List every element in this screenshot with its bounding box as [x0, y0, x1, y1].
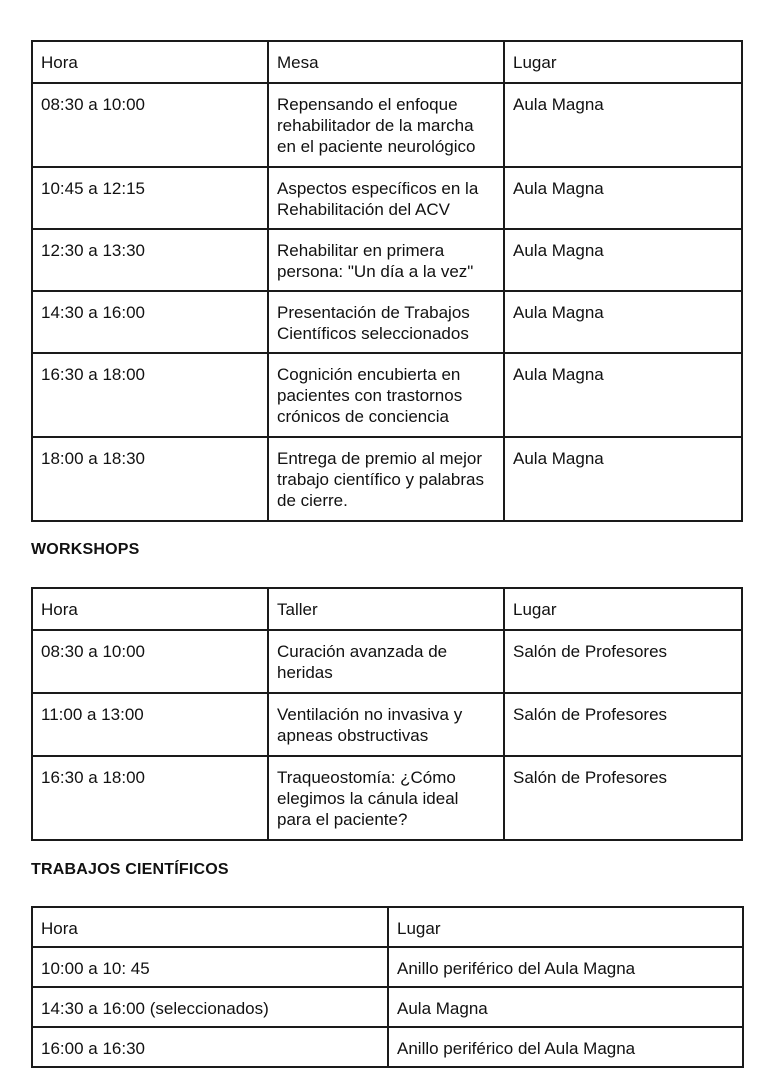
trabajos-heading: TRABAJOS CIENTÍFICOS [31, 861, 229, 878]
cell-hora: 14:30 a 16:00 [32, 291, 268, 353]
table-row [32, 1027, 743, 1067]
cell-mesa: Cognición encubierta en pacientes con trastornos crónicos de conciencia [268, 353, 504, 437]
cell-mesa: Presentación de Trabajos Científicos seleccionados [268, 291, 504, 353]
cell-lugar: Anillo periférico del Aula Magna [388, 947, 743, 987]
schedule-table [31, 40, 743, 522]
cell-lugar: Aula Magna [388, 987, 743, 1027]
column-header-lugar: Lugar [388, 907, 743, 947]
cell-lugar: Salón de Profesores [504, 630, 742, 693]
cell-lugar: Salón de Profesores [504, 756, 742, 840]
table-row [32, 229, 742, 291]
table-row [32, 630, 742, 693]
column-header-hora: Hora [32, 41, 268, 83]
table-row [32, 987, 743, 1027]
column-header-taller: Taller [268, 588, 504, 630]
cell-hora: 14:30 a 16:00 (seleccionados) [32, 987, 388, 1027]
table-header-row [32, 588, 742, 630]
column-header-mesa: Mesa [268, 41, 504, 83]
cell-lugar: Aula Magna [504, 291, 742, 353]
cell-mesa: Rehabilitar en primera persona: "Un día a la vez" [268, 229, 504, 291]
table-row [32, 437, 742, 521]
cell-hora: 10:00 a 10: 45 [32, 947, 388, 987]
cell-taller: Traqueostomía: ¿Cómo elegimos la cánula ideal para el paciente? [268, 756, 504, 840]
cell-lugar: Aula Magna [504, 437, 742, 521]
workshops-table [31, 587, 743, 841]
cell-lugar: Aula Magna [504, 353, 742, 437]
table-row [32, 167, 742, 229]
table-header-row [32, 907, 743, 947]
cell-hora: 10:45 a 12:15 [32, 167, 268, 229]
table-row [32, 291, 742, 353]
column-header-lugar: Lugar [504, 588, 742, 630]
cell-lugar: Aula Magna [504, 229, 742, 291]
cell-hora: 16:30 a 18:00 [32, 353, 268, 437]
table-header-row [32, 41, 742, 83]
cell-hora: 11:00 a 13:00 [32, 693, 268, 756]
cell-hora: 12:30 a 13:30 [32, 229, 268, 291]
cell-hora: 16:00 a 16:30 [32, 1027, 388, 1067]
trabajos-table [31, 906, 744, 1068]
cell-lugar: Aula Magna [504, 83, 742, 167]
table-row [32, 756, 742, 840]
cell-hora: 08:30 a 10:00 [32, 83, 268, 167]
cell-mesa: Repensando el enfoque rehabilitador de la marcha en el paciente neurológico [268, 83, 504, 167]
cell-taller: Curación avanzada de heridas [268, 630, 504, 693]
cell-hora: 08:30 a 10:00 [32, 630, 268, 693]
table-row [32, 83, 742, 167]
table-row [32, 693, 742, 756]
cell-lugar: Aula Magna [504, 167, 742, 229]
cell-lugar: Salón de Profesores [504, 693, 742, 756]
column-header-hora: Hora [32, 907, 388, 947]
table-row [32, 947, 743, 987]
workshops-heading: WORKSHOPS [31, 541, 140, 558]
cell-hora: 16:30 a 18:00 [32, 756, 268, 840]
cell-lugar: Anillo periférico del Aula Magna [388, 1027, 743, 1067]
column-header-hora: Hora [32, 588, 268, 630]
cell-mesa: Entrega de premio al mejor trabajo científico y palabras de cierre. [268, 437, 504, 521]
table-row [32, 353, 742, 437]
cell-hora: 18:00 a 18:30 [32, 437, 268, 521]
cell-taller: Ventilación no invasiva y apneas obstructivas [268, 693, 504, 756]
column-header-lugar: Lugar [504, 41, 742, 83]
cell-mesa: Aspectos específicos en la Rehabilitación del ACV [268, 167, 504, 229]
